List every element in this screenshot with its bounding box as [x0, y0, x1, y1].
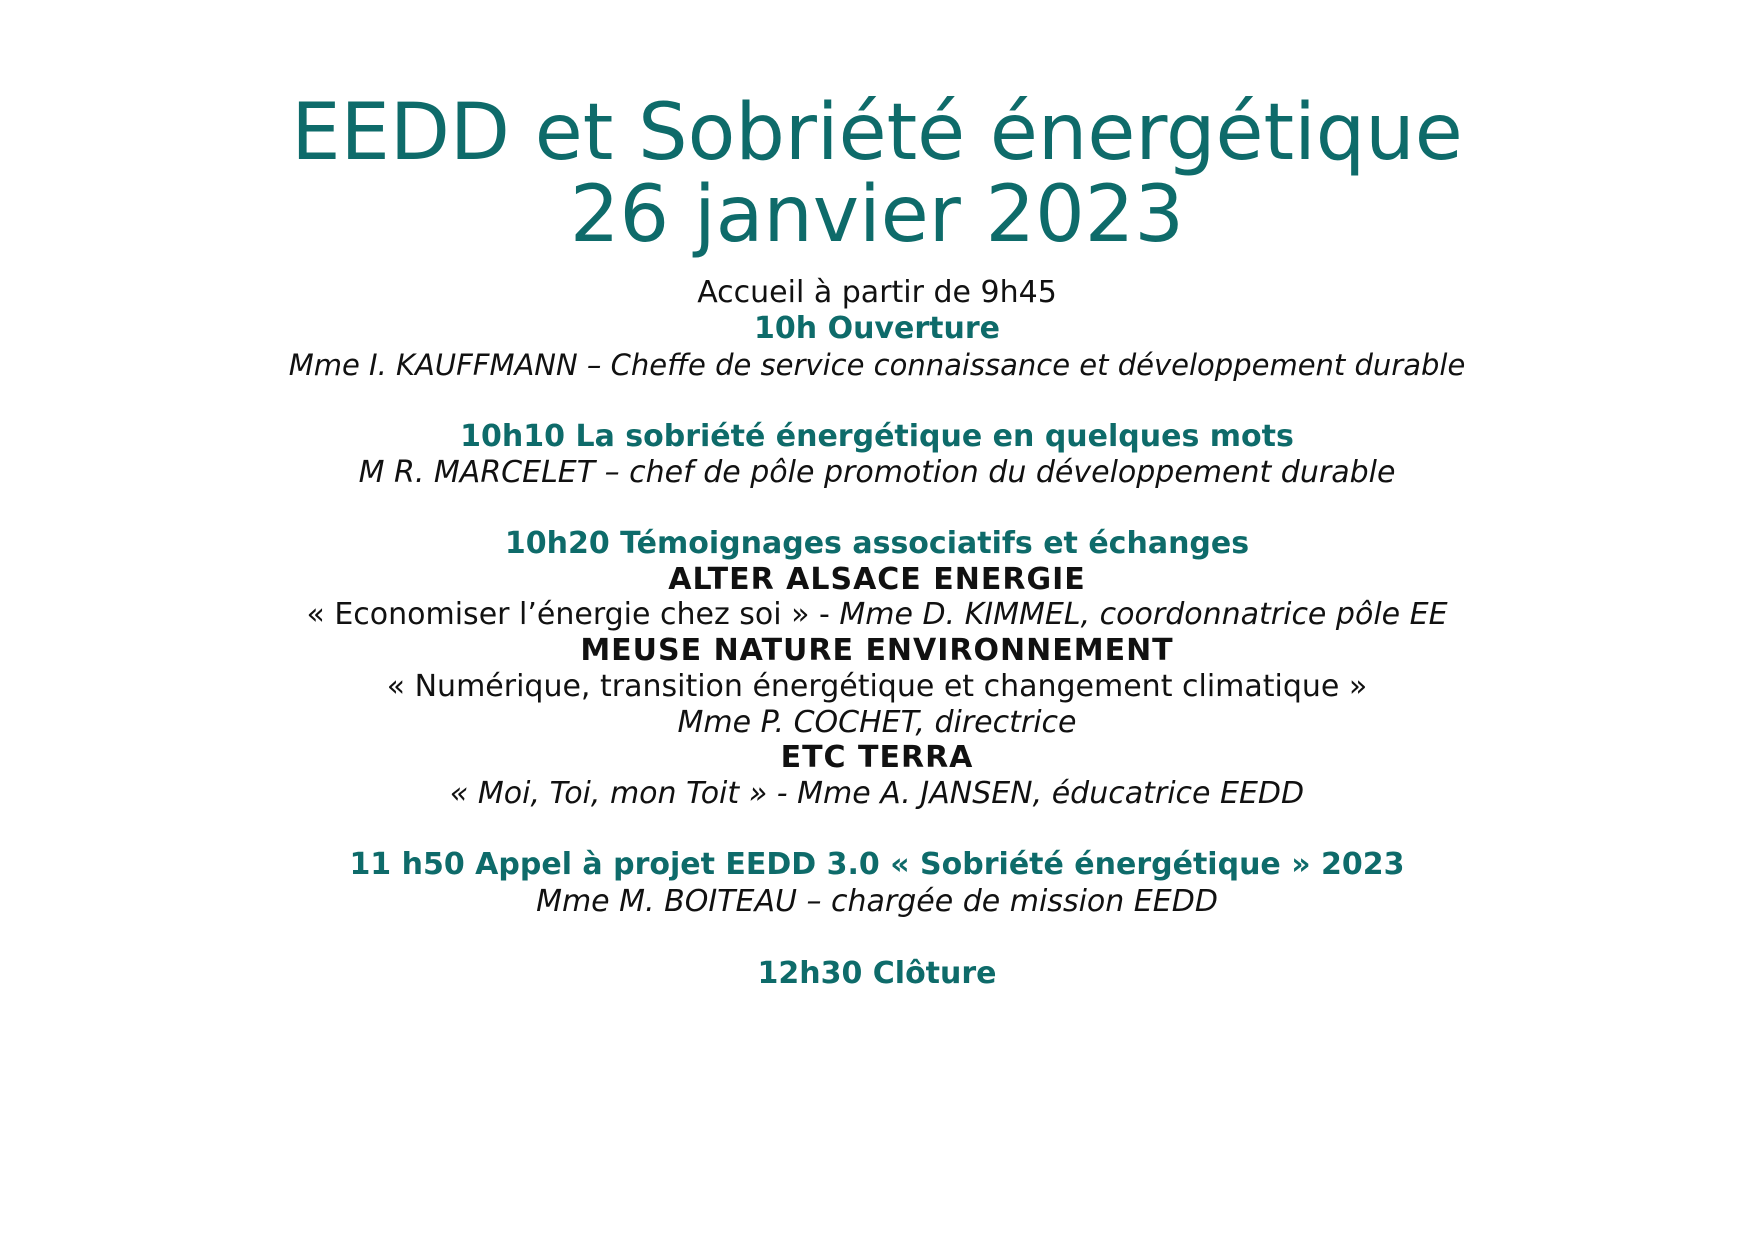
- page-title-date: 26 janvier 2023: [569, 170, 1185, 260]
- org2-speaker: Mme P. COCHET, directrice: [677, 705, 1077, 740]
- org1-name: ALTER ALSACE ENERGIE: [668, 562, 1086, 597]
- sobriety-intro-heading: 10h10 La sobriété énergétique en quelques mots: [460, 419, 1294, 454]
- opening-heading: 10h Ouverture: [754, 311, 1000, 346]
- org1-talk-line: [0, 596, 1754, 634]
- welcome-line: Accueil à partir de 9h45: [697, 275, 1057, 310]
- page-title-line1: EEDD et Sobriété énergétique: [291, 88, 1463, 178]
- org3-separator: -: [767, 776, 798, 811]
- closing-heading: 12h30 Clôture: [757, 956, 997, 991]
- org3-talk-title: « Moi, Toi, mon Toit »: [449, 776, 768, 811]
- testimonies-heading: 10h20 Témoignages associatifs et échanges: [504, 526, 1250, 561]
- org3-speaker: Mme A. JANSEN, éducatrice EEDD: [797, 776, 1305, 811]
- opening-speaker: Mme I. KAUFFMANN – Cheffe de service connaissance et développement durable: [288, 348, 1466, 382]
- sobriety-intro-speaker: M R. MARCELET – chef de pôle promotion du développement durable: [358, 455, 1396, 490]
- org3-talk-line: [0, 775, 1754, 813]
- org2-name: MEUSE NATURE ENVIRONNEMENT: [580, 633, 1174, 668]
- call-for-projects-speaker: Mme M. BOITEAU – chargée de mission EEDD: [536, 884, 1218, 919]
- org3-name: ETC TERRA: [780, 740, 974, 775]
- org1-speaker: Mme D. KIMMEL, coordonnatrice pôle EE: [839, 597, 1448, 632]
- org2-talk-title: « Numérique, transition énergétique et changement climatique »: [386, 669, 1368, 704]
- org1-talk-title: « Economiser l’énergie chez soi »: [306, 597, 810, 632]
- call-for-projects-heading: 11 h50 Appel à projet EEDD 3.0 « Sobriété énergétique » 2023: [349, 847, 1405, 882]
- org1-separator: -: [809, 597, 840, 632]
